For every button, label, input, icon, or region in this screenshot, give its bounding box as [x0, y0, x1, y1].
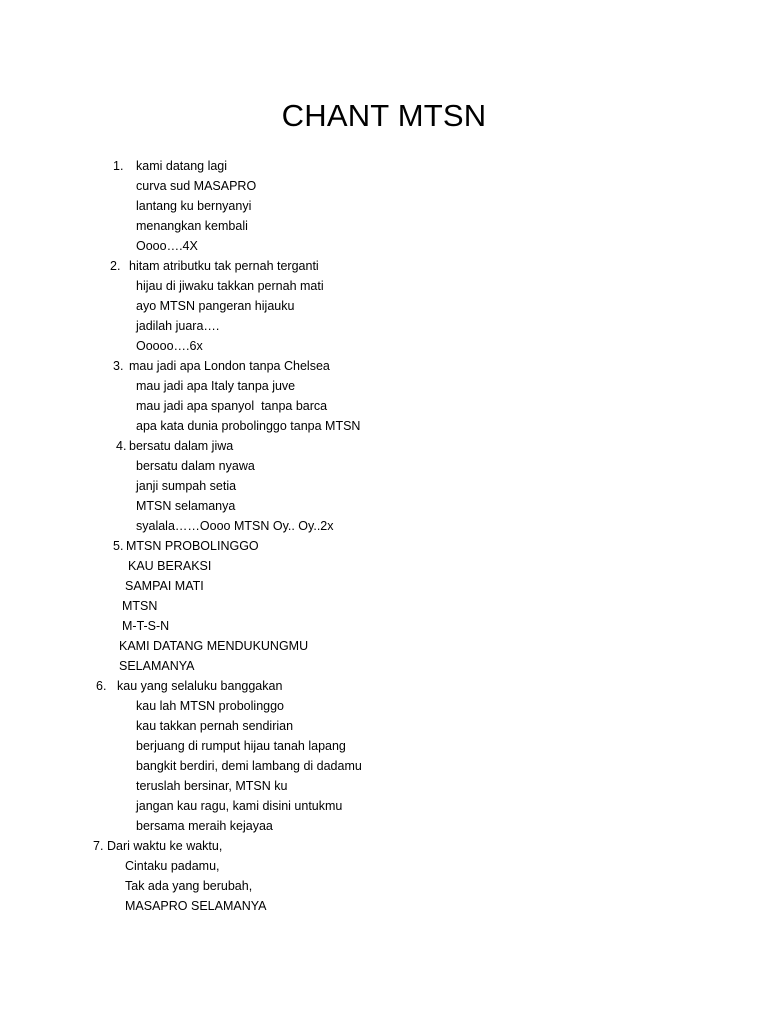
verse-5-line-1: MTSN PROBOLINGGO — [126, 539, 259, 553]
verse-5-line-2: KAU BERAKSI — [128, 559, 212, 573]
verse-7-line-4: MASAPRO SELAMANYA — [125, 899, 267, 913]
verse-2-first-line — [110, 256, 319, 276]
verse-6-line-7: jangan kau ragu, kami disini untukmu — [136, 799, 343, 813]
verse-3-number: 3. — [113, 359, 124, 373]
verse-6-number: 6. — [96, 679, 107, 693]
verse-4-number: 4. — [116, 439, 127, 453]
verse-4-first-line — [116, 436, 233, 456]
verse-1-line-4: menangkan kembali — [136, 219, 248, 233]
verse-2-line-2: hijau di jiwaku takkan pernah mati — [136, 279, 324, 293]
verse-1-number: 1. — [113, 159, 124, 173]
verse-3-line-2: mau jadi apa Italy tanpa juve — [136, 379, 296, 393]
verse-3-first-line — [113, 356, 330, 376]
verse-6-line-6: teruslah bersinar, MTSN ku — [136, 779, 288, 793]
verse-7-number: 7. — [93, 839, 104, 853]
verse-4-line-2: bersatu dalam nyawa — [136, 459, 255, 473]
verse-6-line-4: berjuang di rumput hijau tanah lapang — [136, 739, 346, 753]
verse-5-line-5: M-T-S-N — [122, 619, 170, 633]
verse-2-line-4: jadilah juara…. — [136, 319, 220, 333]
verse-7-first-line — [93, 836, 222, 856]
verse-4-line-1: bersatu dalam jiwa — [129, 439, 234, 453]
verse-5-line-4: MTSN — [122, 599, 158, 613]
verse-2-line-1: hitam atributku tak pernah terganti — [129, 259, 319, 273]
verse-5-number: 5. — [113, 539, 124, 553]
verse-5-line-7: SELAMANYA — [119, 659, 195, 673]
verse-1-line-3: lantang ku bernyanyi — [136, 199, 252, 213]
verse-3-line-3: mau jadi apa spanyol tanpa barca — [136, 399, 328, 413]
verse-2-line-5: Ooooo….6x — [136, 339, 203, 353]
verse-6-first-line — [96, 676, 282, 696]
verse-5-line-3: SAMPAI MATI — [125, 579, 204, 593]
verse-7-line-3: Tak ada yang berubah, — [125, 879, 253, 893]
verse-4-line-4: MTSN selamanya — [136, 499, 236, 513]
verse-6-line-1: kau yang selaluku banggakan — [117, 679, 283, 693]
verse-1-line-1: kami datang lagi — [136, 159, 228, 173]
page-title: CHANT MTSN — [281, 98, 487, 133]
verse-4-line-5: syalala……Oooo MTSN Oy.. Oy..2x — [136, 519, 334, 533]
verse-7-line-2: Cintaku padamu, — [125, 859, 220, 873]
verse-6-line-5: bangkit berdiri, demi lambang di dadamu — [136, 759, 362, 773]
verse-7-line-1: Dari waktu ke waktu, — [107, 839, 223, 853]
verse-1-line-2: curva sud MASAPRO — [136, 179, 257, 193]
verse-2-number: 2. — [110, 259, 121, 273]
verse-1-first-line — [113, 156, 227, 176]
verse-3-line-1: mau jadi apa London tanpa Chelsea — [129, 359, 330, 373]
verse-6-line-8: bersama meraih kejayaa — [136, 819, 273, 833]
verse-4-line-3: janji sumpah setia — [136, 479, 237, 493]
verse-5-first-line — [113, 536, 259, 556]
verse-3-line-4: apa kata dunia probolinggo tanpa MTSN — [136, 419, 361, 433]
verse-1-line-5: Oooo….4X — [136, 239, 198, 253]
verse-2-line-3: ayo MTSN pangeran hijauku — [136, 299, 295, 313]
verse-6-line-2: kau lah MTSN probolinggo — [136, 699, 284, 713]
verse-6-line-3: kau takkan pernah sendirian — [136, 719, 294, 733]
verse-5-line-6: KAMI DATANG MENDUKUNGMU — [119, 639, 309, 653]
